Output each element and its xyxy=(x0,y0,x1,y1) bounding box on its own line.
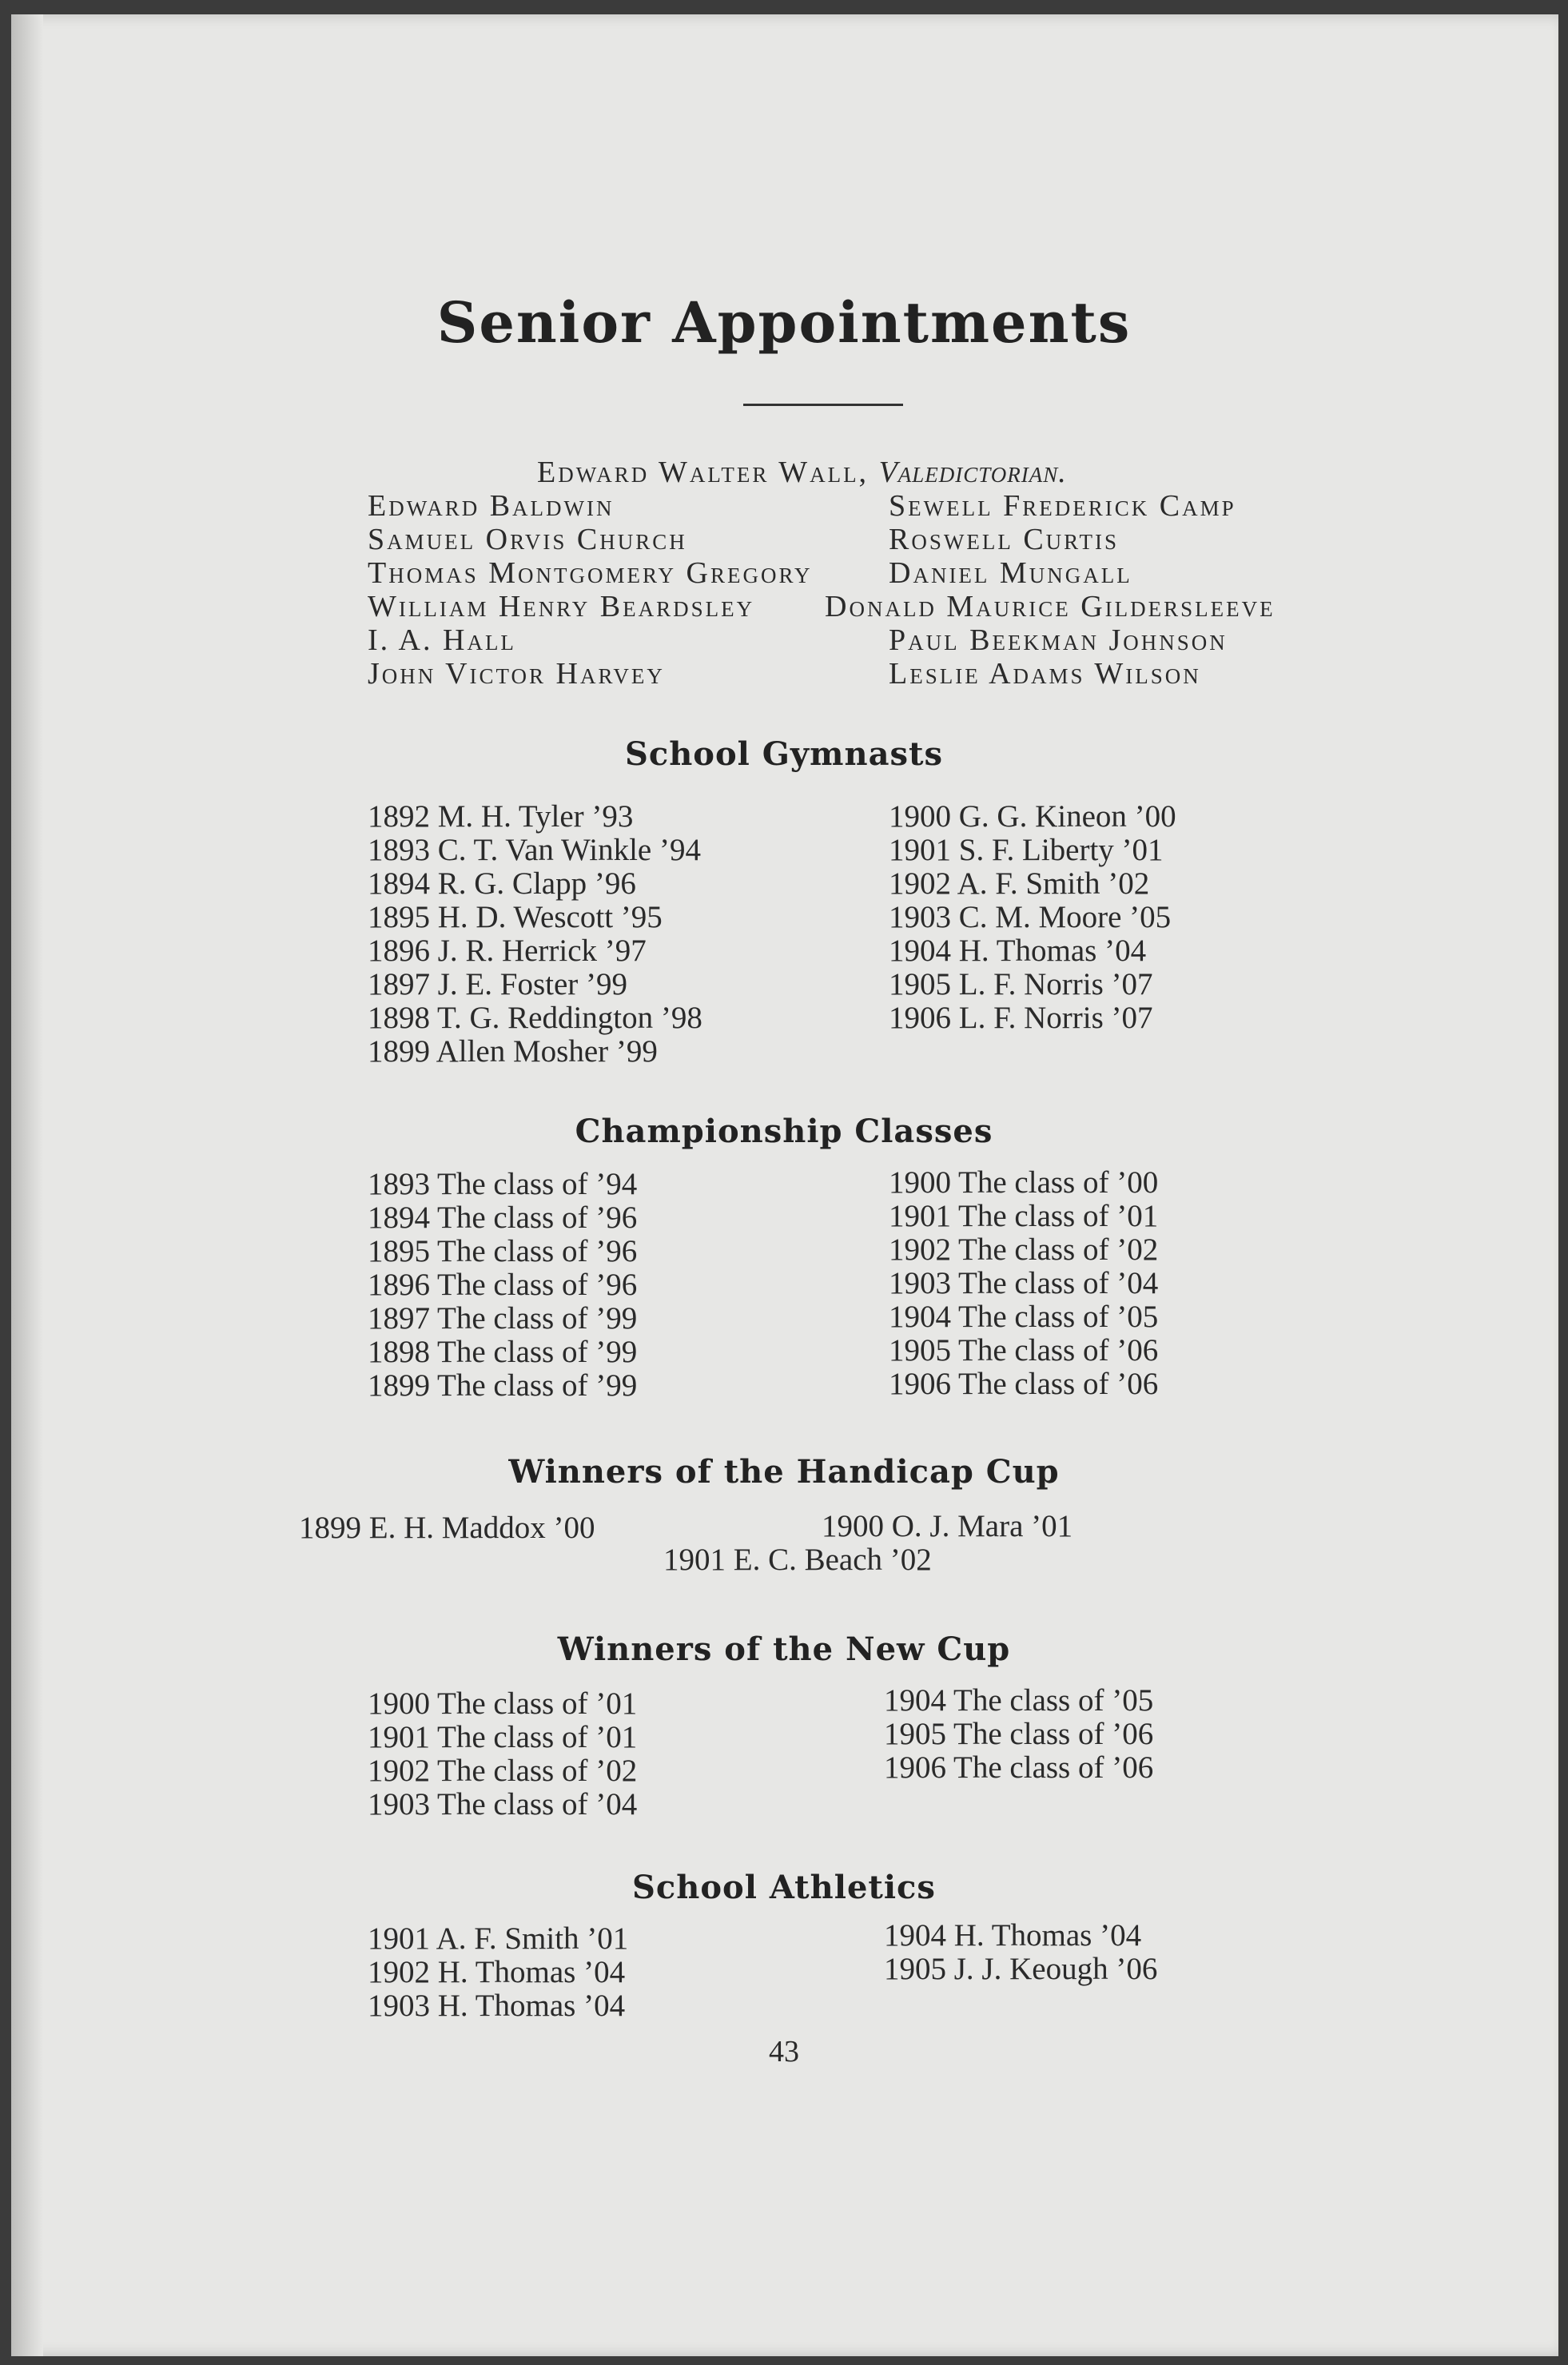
newcup-left-2: 1902 The class of ’02 xyxy=(368,1754,638,1788)
senior-left-3: William Henry Beardsley xyxy=(368,590,755,623)
gymnasts-heading: School Gymnasts xyxy=(624,735,944,773)
championship-left-1: 1894 The class of ’96 xyxy=(368,1200,638,1235)
page xyxy=(11,14,1558,2356)
senior-right-0: Sewell Frederick Camp xyxy=(889,489,1236,523)
championship-right-2: 1902 The class of ’02 xyxy=(889,1232,1159,1267)
championship-left-0: 1893 The class of ’94 xyxy=(368,1167,638,1201)
championship-left-3: 1896 The class of ’96 xyxy=(368,1268,638,1302)
championship-right-1: 1901 The class of ’01 xyxy=(889,1199,1159,1233)
senior-left-5: John Victor Harvey xyxy=(368,657,665,691)
athletics-left-1: 1902 H. Thomas ’04 xyxy=(368,1955,626,1989)
athletics-left-2: 1903 H. Thomas ’04 xyxy=(368,1989,626,2023)
gymnasts-right-2: 1902 A. F. Smith ’02 xyxy=(889,866,1150,901)
gymnasts-left-0: 1892 M. H. Tyler ’93 xyxy=(368,799,634,834)
gymnasts-left-5: 1897 J. E. Foster ’99 xyxy=(368,967,627,1001)
championship-right-3: 1903 The class of ’04 xyxy=(889,1266,1159,1300)
newcup-right-2: 1906 The class of ’06 xyxy=(884,1750,1154,1785)
senior-left-1: Samuel Orvis Church xyxy=(368,523,687,556)
championship-right-4: 1904 The class of ’05 xyxy=(889,1300,1159,1334)
gymnasts-right-1: 1901 S. F. Liberty ’01 xyxy=(889,833,1164,867)
newcup-left-0: 1900 The class of ’01 xyxy=(368,1686,638,1721)
valedictorian-role: Valedictorian. xyxy=(878,456,1067,489)
gymnasts-left-4: 1896 J. R. Herrick ’97 xyxy=(368,934,647,968)
valedictorian-name: Edward Walter Wall, xyxy=(537,456,870,489)
gymnasts-left-1: 1893 C. T. Van Winkle ’94 xyxy=(368,833,701,867)
gymnasts-right-0: 1900 G. G. Kineon ’00 xyxy=(889,799,1176,834)
newcup-left-1: 1901 The class of ’01 xyxy=(368,1720,638,1754)
championship-heading: Championship Classes xyxy=(575,1113,993,1150)
athletics-left-0: 1901 A. F. Smith ’01 xyxy=(368,1921,629,1956)
athletics-heading: School Athletics xyxy=(632,1869,936,1906)
page-number: 43 xyxy=(769,2035,799,2068)
senior-right-5: Leslie Adams Wilson xyxy=(889,657,1201,691)
valedictorian xyxy=(537,457,1067,488)
senior-left-0: Edward Baldwin xyxy=(368,489,615,523)
senior-right-1: Roswell Curtis xyxy=(889,523,1120,556)
handicap-entry-1: 1900 O. J. Mara ’01 xyxy=(822,1509,1073,1543)
senior-right-4: Paul Beekman Johnson xyxy=(889,623,1228,657)
senior-left-2: Thomas Montgomery Gregory xyxy=(368,556,813,590)
athletics-right-1: 1905 J. J. Keough ’06 xyxy=(884,1952,1158,1986)
handicap-entry-0: 1899 E. H. Maddox ’00 xyxy=(299,1511,595,1545)
newcup-heading: Winners of the New Cup xyxy=(557,1630,1011,1668)
championship-left-4: 1897 The class of ’99 xyxy=(368,1301,638,1336)
gymnasts-left-7: 1899 Allen Mosher ’99 xyxy=(368,1034,658,1069)
championship-left-5: 1898 The class of ’99 xyxy=(368,1335,638,1369)
gymnasts-left-6: 1898 T. G. Reddington ’98 xyxy=(368,1001,702,1035)
gymnasts-right-6: 1906 L. F. Norris ’07 xyxy=(889,1001,1153,1035)
handicap-heading: Winners of the Handicap Cup xyxy=(508,1453,1060,1491)
championship-right-6: 1906 The class of ’06 xyxy=(889,1367,1159,1401)
newcup-right-0: 1904 The class of ’05 xyxy=(884,1683,1154,1718)
senior-right-2: Daniel Mungall xyxy=(889,556,1132,590)
championship-right-5: 1905 The class of ’06 xyxy=(889,1333,1159,1368)
title-rule xyxy=(743,404,903,406)
athletics-right-0: 1904 H. Thomas ’04 xyxy=(884,1918,1142,1953)
newcup-right-1: 1905 The class of ’06 xyxy=(884,1717,1154,1751)
senior-left-4: I. A. Hall xyxy=(368,623,516,657)
gymnasts-left-2: 1894 R. G. Clapp ’96 xyxy=(368,866,636,901)
gymnasts-right-3: 1903 C. M. Moore ’05 xyxy=(889,900,1172,934)
newcup-left-3: 1903 The class of ’04 xyxy=(368,1787,638,1822)
book-gutter xyxy=(11,14,43,2356)
gymnasts-right-4: 1904 H. Thomas ’04 xyxy=(889,934,1147,968)
gymnasts-left-3: 1895 H. D. Wescott ’95 xyxy=(368,900,663,934)
handicap-entry-2: 1901 E. C. Beach ’02 xyxy=(663,1543,932,1577)
page-title: Senior Appointments xyxy=(436,289,1132,356)
senior-right-3: Donald Maurice Gildersleeve xyxy=(825,590,1275,623)
championship-right-0: 1900 The class of ’00 xyxy=(889,1165,1159,1200)
championship-left-2: 1895 The class of ’96 xyxy=(368,1234,638,1268)
championship-left-6: 1899 The class of ’99 xyxy=(368,1368,638,1403)
gymnasts-right-5: 1905 L. F. Norris ’07 xyxy=(889,967,1153,1001)
